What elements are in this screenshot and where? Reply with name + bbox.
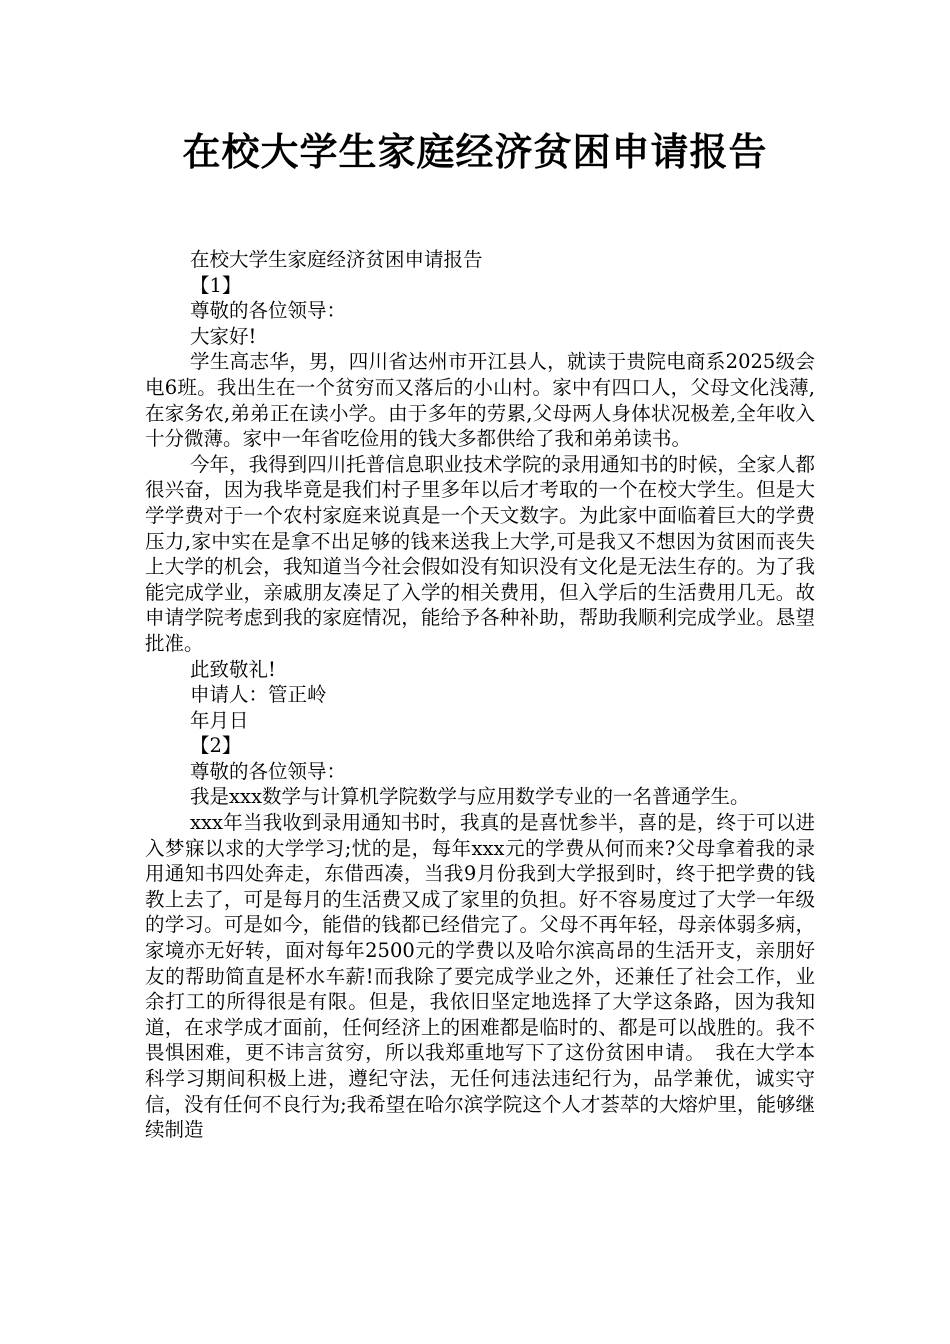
paragraph: 今年，我得到四川托普信息职业技术学院的录用通知书的时候，全家人都很兴奋，因为我毕竟是我们村子里多年以后才考取的一个在校大学生。但是大学学费对于一个农村家庭来说真是一个天文数字。为此家中面临着巨大的学费压力,家中实在是拿不出足够的钱来送我上大学,可是我又不想因为贫困而丧失上大学的机会，我知道当今社会假如没有知识没有文化是无法生存的。为了我能完成学业，亲戚朋友凑足了入学的相关费用，但入学后的生活费用几无。故申请学院考虑到我的家庭情况，能给予各种补助，帮助我顺利完成学业。恳望批准。 bbox=[145, 452, 815, 655]
body-heading: 在校大学生家庭经济贫困申请报告 bbox=[190, 248, 483, 271]
salutation: 尊敬的各位领导： bbox=[190, 759, 347, 783]
greeting: 大家好! bbox=[190, 324, 257, 348]
paragraph: xxx年当我收到录用通知书时，我真的是喜忧参半，喜的是，终于可以进入梦寐以求的大学学习;忧的是，每年xxx元的学费从何而来?父母拿着我的录用通知书四处奔走，东借西凑，当我9月份我到大学报到时，终于把学费的钱教上去了，可是每月的生活费又成了家里的负担。好不容易度过了大学一年级的学习。可是如今，能借的钱都已经借完了。父母不再年轻，母亲体弱多病，家境亦无好转，面对每年2500元的学费以及哈尔滨高昂的生活开支，亲朋好友的帮助简直是杯水车薪!而我除了要完成学业之外，还兼任了社会工作，业余打工的所得很是有限。但是，我依旧坚定地选择了大学这条路，因为我知道，在求学成才面前，任何经济上的困难都是临时的、都是可以战胜的。我不畏惧困难，更不讳言贫穷，所以我郑重地写下了这份贫困申请。 我在大学本科学习期间积极上进，遵纪守法，无任何违法违纪行为，品学兼优，诚实守信，没有任何不良行为;我希望在哈尔滨学院这个人才荟萃的大熔炉里，能够继续制造 bbox=[145, 811, 815, 1142]
document-title: 在校大学生家庭经济贫困申请报告 bbox=[182, 130, 768, 174]
applicant-signature: 申请人：管正岭 bbox=[190, 683, 327, 707]
document-body bbox=[145, 247, 815, 1143]
section-marker-2: 【2】 bbox=[190, 734, 242, 758]
salutation: 尊敬的各位领导： bbox=[190, 299, 347, 323]
paragraph: 我是xxx数学与计算机学院数学与应用数学专业的一名普通学生。 bbox=[190, 785, 750, 809]
date-line: 年月日 bbox=[190, 708, 249, 732]
paragraph: 学生高志华，男，四川省达州市开江县人，就读于贵院电商系2025级会电6班。我出生在一个贫穷而又落后的小山村。家中有四口人，父母文化浅薄,在家务农,弟弟正在读小学。由于多年的劳累,父母两人身体状况极差,全年收入十分微薄。家中一年省吃俭用的钱大多都供给了我和弟弟读书。 bbox=[145, 350, 815, 451]
closing: 此致敬礼! bbox=[190, 657, 276, 681]
section-marker-1: 【1】 bbox=[190, 273, 242, 297]
